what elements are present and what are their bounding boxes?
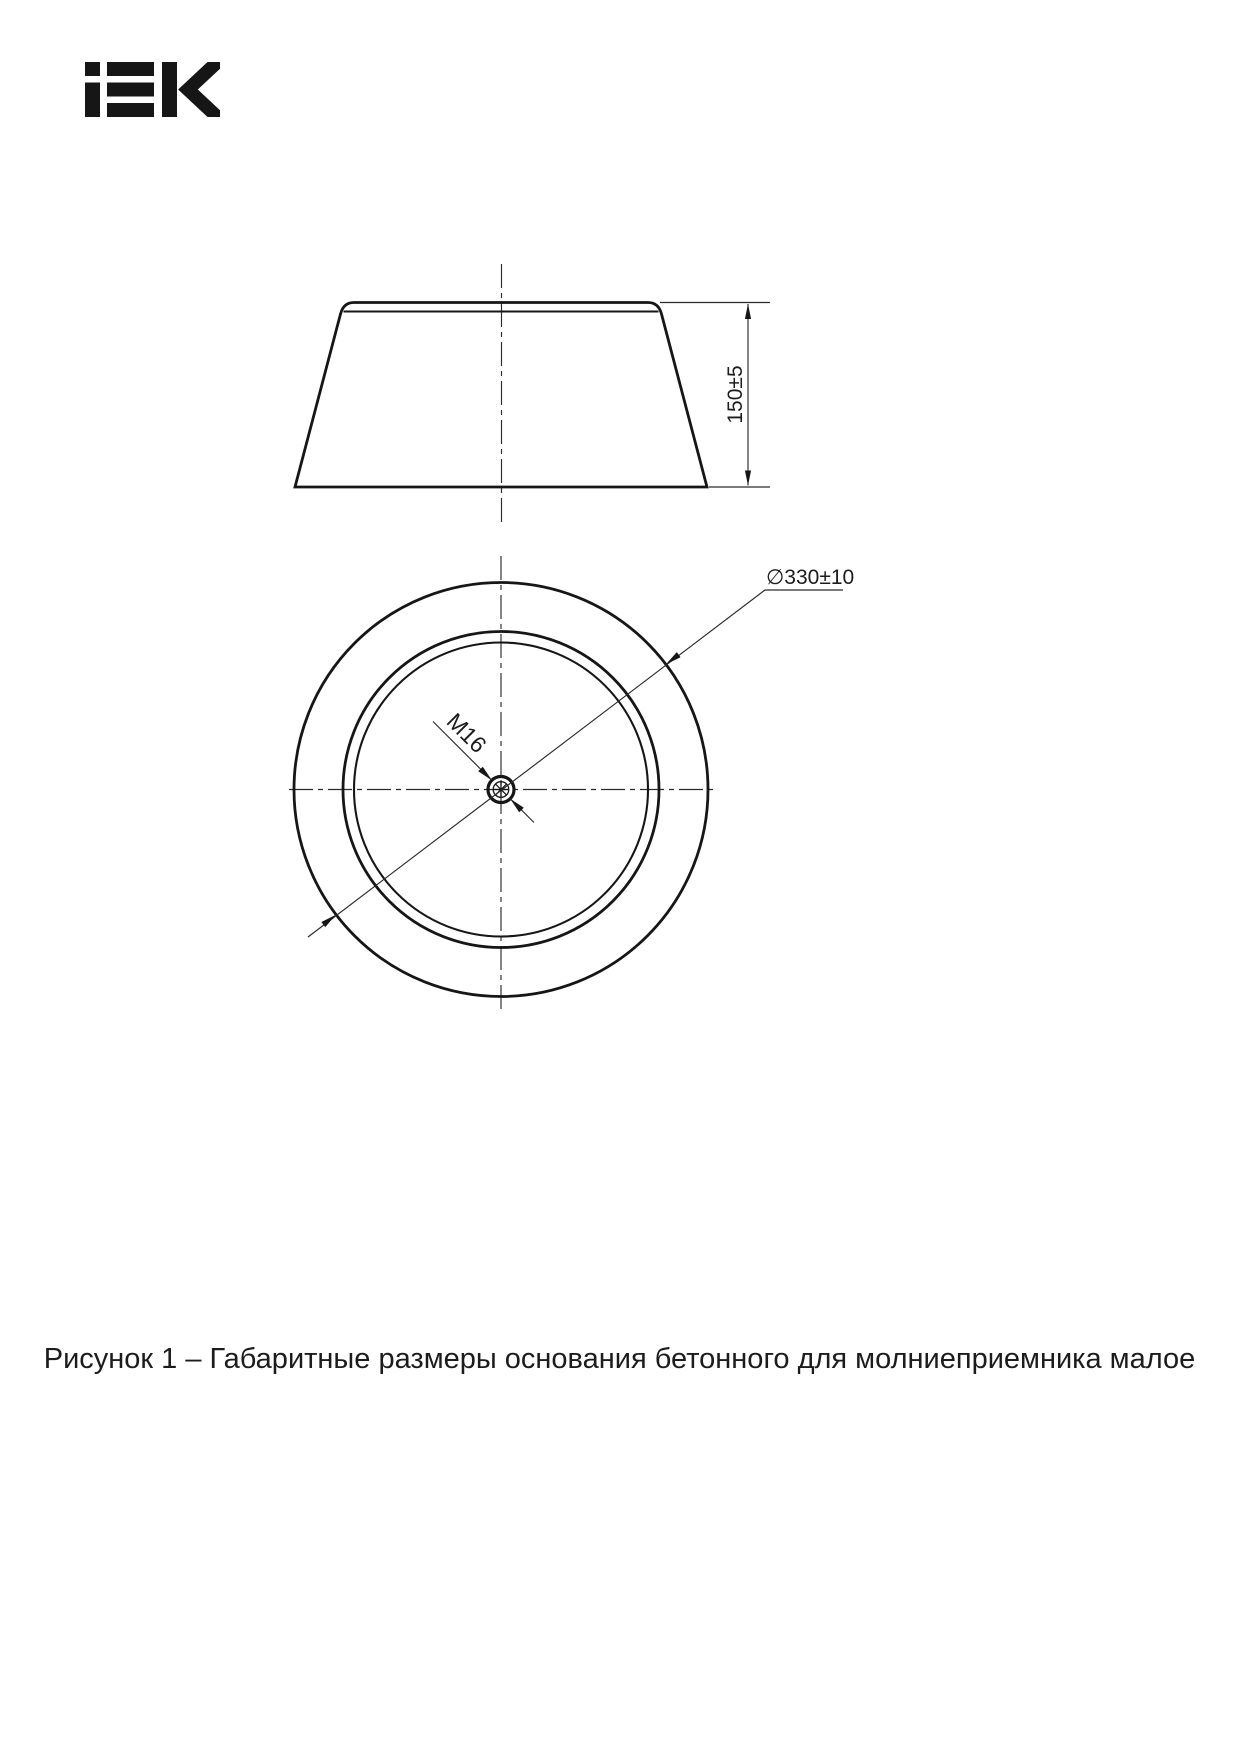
figure-caption: Рисунок 1 – Габаритные размеры основания бетонного для молниеприемника малое	[43, 1343, 1196, 1375]
dimension-arrow-down	[745, 471, 751, 486]
diameter-dimension-label: ∅330±10	[766, 566, 855, 589]
dimension-arrow-up	[745, 304, 751, 319]
diameter-arrow-upper-right	[666, 652, 681, 664]
top-view	[289, 556, 854, 1014]
height-dimension-label: 150±5	[724, 365, 747, 424]
side-view	[295, 264, 770, 523]
thread-dimension-label: M16	[441, 707, 492, 758]
